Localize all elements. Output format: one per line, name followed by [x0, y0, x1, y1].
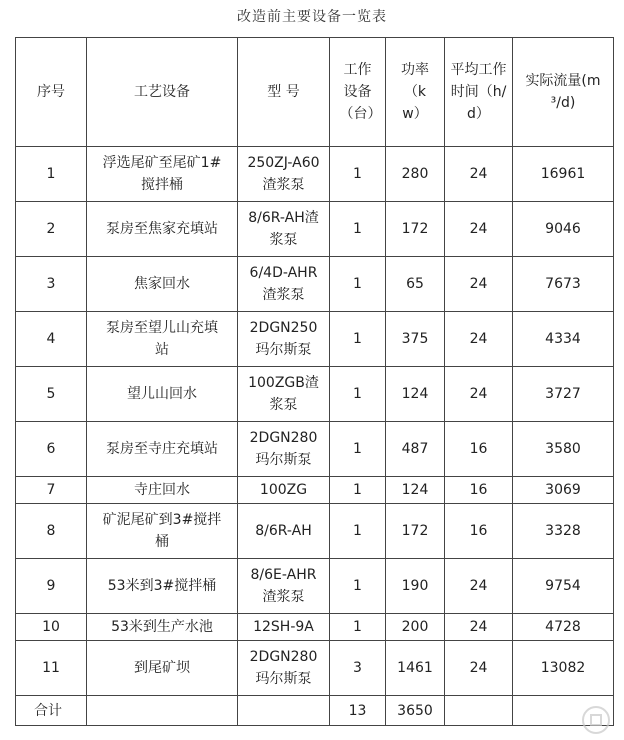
- table-cell: 16: [445, 504, 513, 559]
- table-cell: 5: [16, 367, 87, 422]
- table-cell: 泵房至寺庄充填站: [87, 422, 238, 477]
- table-cell: 9754: [513, 559, 614, 614]
- table-cell: 8/6R-AH: [238, 504, 330, 559]
- table-row: [16, 202, 614, 257]
- table-cell: 53米到生产水池: [87, 614, 238, 641]
- table-cell: 望儿山回水: [87, 367, 238, 422]
- table-cell: 6: [16, 422, 87, 477]
- table-cell: 487: [386, 422, 445, 477]
- table-cell: 4: [16, 312, 87, 367]
- total-cell: 13: [330, 696, 386, 726]
- table-cell: 16: [445, 477, 513, 504]
- table-cell: 24: [445, 614, 513, 641]
- table-cell: 焦家回水: [87, 257, 238, 312]
- table-cell: 矿泥尾矿到3#搅拌桶: [87, 504, 238, 559]
- table-cell: 1: [330, 257, 386, 312]
- table-cell: 24: [445, 202, 513, 257]
- table-cell: 24: [445, 641, 513, 696]
- table-cell: 16961: [513, 147, 614, 202]
- table-cell: 3069: [513, 477, 614, 504]
- table-cell: 3328: [513, 504, 614, 559]
- table-cell: 2: [16, 202, 87, 257]
- table-cell: 8: [16, 504, 87, 559]
- total-cell: [238, 696, 330, 726]
- table-row: [16, 559, 614, 614]
- table-cell: 200: [386, 614, 445, 641]
- table-cell: 1: [330, 504, 386, 559]
- header-cell: 实际流量(m³/d): [513, 38, 614, 147]
- table-cell: 24: [445, 367, 513, 422]
- table-cell: 3: [16, 257, 87, 312]
- table-cell: 100ZGB渣浆泵: [238, 367, 330, 422]
- table-cell: 124: [386, 367, 445, 422]
- table-cell: 1: [330, 614, 386, 641]
- table-cell: 2DGN280玛尔斯泵: [238, 641, 330, 696]
- table-cell: 浮选尾矿至尾矿1#搅拌桶: [87, 147, 238, 202]
- table-cell: 12SH-9A: [238, 614, 330, 641]
- table-cell: 泵房至焦家充填站: [87, 202, 238, 257]
- table-cell: 1461: [386, 641, 445, 696]
- table-cell: 泵房至望儿山充填站: [87, 312, 238, 367]
- watermark-logo-icon: [582, 706, 610, 734]
- equipment-table: [15, 37, 614, 726]
- header-cell: 工作设备（台）: [330, 38, 386, 147]
- table-row: [16, 614, 614, 641]
- table-cell: 172: [386, 202, 445, 257]
- table-cell: 寺庄回水: [87, 477, 238, 504]
- table-cell: 190: [386, 559, 445, 614]
- table-cell: 172: [386, 504, 445, 559]
- header-cell: 型 号: [238, 38, 330, 147]
- table-cell: 1: [330, 559, 386, 614]
- table-cell: 9046: [513, 202, 614, 257]
- table-cell: 1: [16, 147, 87, 202]
- table-cell: 53米到3#搅拌桶: [87, 559, 238, 614]
- table-cell: 1: [330, 147, 386, 202]
- table-cell: 16: [445, 422, 513, 477]
- header-cell: 序号: [16, 38, 87, 147]
- table-row: [16, 367, 614, 422]
- table-cell: 11: [16, 641, 87, 696]
- table-cell: 124: [386, 477, 445, 504]
- table-cell: 280: [386, 147, 445, 202]
- table-cell: 4728: [513, 614, 614, 641]
- table-cell: 1: [330, 312, 386, 367]
- total-row: [16, 696, 614, 726]
- table-cell: 250ZJ-A60渣浆泵: [238, 147, 330, 202]
- table-row: [16, 147, 614, 202]
- total-cell: 3650: [386, 696, 445, 726]
- table-cell: 24: [445, 147, 513, 202]
- table-cell: 100ZG: [238, 477, 330, 504]
- table-cell: 7: [16, 477, 87, 504]
- table-cell: 13082: [513, 641, 614, 696]
- table-cell: 24: [445, 257, 513, 312]
- table-row: [16, 504, 614, 559]
- total-cell: 合计: [16, 696, 87, 726]
- table-row: [16, 641, 614, 696]
- table-cell: 8/6E-AHR渣浆泵: [238, 559, 330, 614]
- table-cell: 24: [445, 559, 513, 614]
- total-cell: [87, 696, 238, 726]
- table-row: [16, 422, 614, 477]
- table-row: [16, 257, 614, 312]
- table-cell: 到尾矿坝: [87, 641, 238, 696]
- table-cell: 3: [330, 641, 386, 696]
- table-cell: 6/4D-AHR渣浆泵: [238, 257, 330, 312]
- header-cell: 工艺设备: [87, 38, 238, 147]
- table-cell: 3727: [513, 367, 614, 422]
- table-cell: 1: [330, 202, 386, 257]
- table-title: 改造前主要设备一览表: [237, 9, 387, 25]
- table-cell: 65: [386, 257, 445, 312]
- table-cell: 1: [330, 477, 386, 504]
- table-cell: 8/6R-AH渣浆泵: [238, 202, 330, 257]
- table-cell: 7673: [513, 257, 614, 312]
- table-cell: 4334: [513, 312, 614, 367]
- table-cell: 10: [16, 614, 87, 641]
- table-cell: 2DGN280玛尔斯泵: [238, 422, 330, 477]
- table-cell: 375: [386, 312, 445, 367]
- table-row: [16, 312, 614, 367]
- table-cell: 2DGN250玛尔斯泵: [238, 312, 330, 367]
- table-cell: 1: [330, 367, 386, 422]
- table-cell: 24: [445, 312, 513, 367]
- header-cell: 平均工作时间（h/d）: [445, 38, 513, 147]
- header-row: [16, 38, 614, 147]
- table-cell: 9: [16, 559, 87, 614]
- table-cell: 1: [330, 422, 386, 477]
- header-cell: 功率（kw）: [386, 38, 445, 147]
- table-cell: 3580: [513, 422, 614, 477]
- table-row: [16, 477, 614, 504]
- total-cell: [445, 696, 513, 726]
